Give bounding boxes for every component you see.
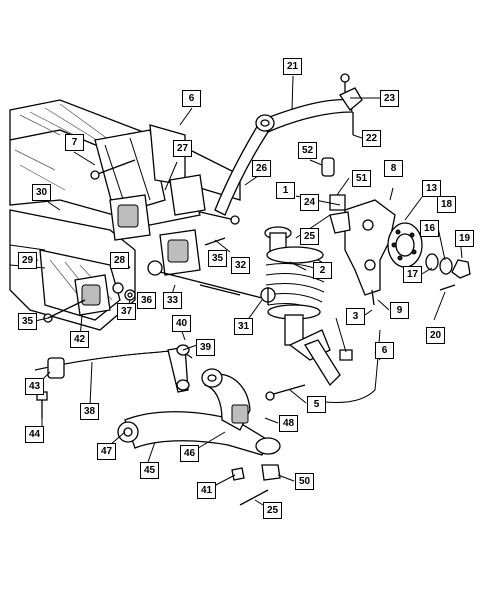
callout-38[interactable]: 38 xyxy=(80,403,99,420)
callout-21[interactable]: 21 xyxy=(283,58,302,75)
callout-42[interactable]: 42 xyxy=(70,331,89,348)
callout-31[interactable]: 31 xyxy=(234,318,253,335)
callout-45[interactable]: 45 xyxy=(140,462,159,479)
callout-28[interactable]: 28 xyxy=(110,252,129,269)
callout-47[interactable]: 47 xyxy=(97,443,116,460)
callout-26[interactable]: 26 xyxy=(252,160,271,177)
callout-37[interactable]: 37 xyxy=(117,303,136,320)
callout-35-middle[interactable]: 35 xyxy=(208,250,227,267)
callout-20[interactable]: 20 xyxy=(426,327,445,344)
callout-18[interactable]: 18 xyxy=(437,196,456,213)
callout-5[interactable]: 5 xyxy=(307,396,326,413)
callout-30[interactable]: 30 xyxy=(32,184,51,201)
callout-8[interactable]: 8 xyxy=(384,160,403,177)
callout-32[interactable]: 32 xyxy=(231,257,250,274)
callout-29[interactable]: 29 xyxy=(18,252,37,269)
callout-19[interactable]: 19 xyxy=(455,230,474,247)
callout-39[interactable]: 39 xyxy=(196,339,215,356)
callout-43[interactable]: 43 xyxy=(25,378,44,395)
callout-22[interactable]: 22 xyxy=(362,130,381,147)
callout-3[interactable]: 3 xyxy=(346,308,365,325)
callout-6-upper[interactable]: 6 xyxy=(182,90,201,107)
callout-27[interactable]: 27 xyxy=(173,140,192,157)
callout-46[interactable]: 46 xyxy=(180,445,199,462)
callout-17[interactable]: 17 xyxy=(403,266,422,283)
callout-2[interactable]: 2 xyxy=(313,262,332,279)
callout-44[interactable]: 44 xyxy=(25,426,44,443)
callout-50[interactable]: 50 xyxy=(295,473,314,490)
callout-1[interactable]: 1 xyxy=(276,182,295,199)
callout-7[interactable]: 7 xyxy=(65,134,84,151)
callout-51[interactable]: 51 xyxy=(352,170,371,187)
callout-13[interactable]: 13 xyxy=(422,180,441,197)
callout-23[interactable]: 23 xyxy=(380,90,399,107)
callout-48[interactable]: 48 xyxy=(279,415,298,432)
callout-33[interactable]: 33 xyxy=(163,292,182,309)
callout-35-left[interactable]: 35 xyxy=(18,313,37,330)
callout-9[interactable]: 9 xyxy=(390,302,409,319)
callout-40[interactable]: 40 xyxy=(172,315,191,332)
callout-25-upper[interactable]: 25 xyxy=(300,228,319,245)
callout-36[interactable]: 36 xyxy=(137,292,156,309)
callout-16[interactable]: 16 xyxy=(420,220,439,237)
callout-41[interactable]: 41 xyxy=(197,482,216,499)
callout-52[interactable]: 52 xyxy=(298,142,317,159)
callout-6-lower[interactable]: 6 xyxy=(375,342,394,359)
callout-25-lower[interactable]: 25 xyxy=(263,502,282,519)
callout-24[interactable]: 24 xyxy=(300,194,319,211)
